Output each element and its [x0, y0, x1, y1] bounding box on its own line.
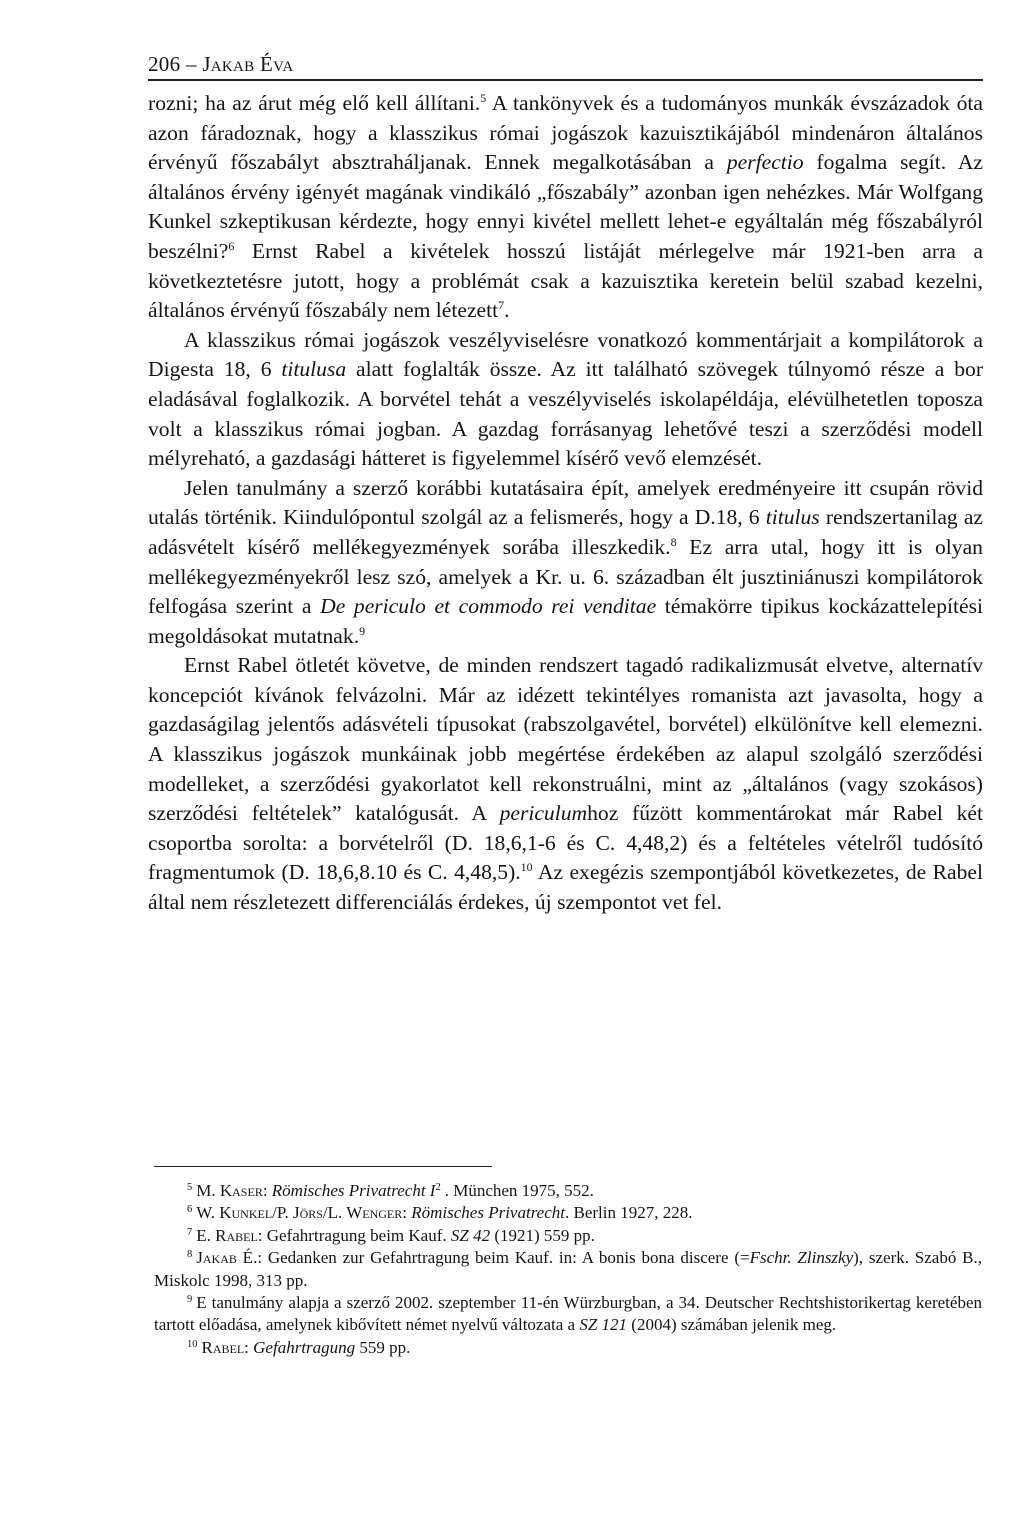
journal-name: SZ 121: [579, 1315, 628, 1335]
footnote-author: W. Kunkel/P. Jörs/L. Wenger:: [196, 1203, 407, 1223]
footnote-text: (1921) 559 pp.: [490, 1225, 595, 1245]
footnotes: [154, 1180, 982, 1359]
paragraph-4: [148, 651, 983, 917]
footnote-10: [154, 1337, 982, 1359]
footnote-number: 7: [187, 1226, 193, 1238]
footnote-title: Römisches Privatrecht I: [271, 1181, 436, 1200]
paragraph-3: [148, 474, 983, 652]
footnote-author: Rabel:: [201, 1337, 249, 1357]
text-run: alatt foglalták össze. Az itt található szövegek túlnyomó része a bor eladásával foglalkozik. A borvétel tehát a veszélyviselés iskolapéldája, elévülhetetlen toposza volt a klasszikus római jogban. A gazdag forrásanyag lehetővé teszi a szerződési modell mélyreható, a gazdasági hátteret is figyelemmel kísérő vevő elemzését.: [148, 357, 984, 471]
footnote-ref-10: 10: [520, 860, 533, 875]
footnote-number: 10: [187, 1338, 198, 1350]
edition-sup: 2: [435, 1182, 441, 1193]
footnote-ref-9: 9: [359, 623, 366, 638]
text-run: fogalma segít. Az általános érvény igényét magának vindikáló „főszabály” azonban igen nehézkes. Már Wolfgang Kunkel szkeptikusan kérdezte, hogy ennyi kivétel mellett lehet-e egyáltalán még főszabályról beszélni?: [148, 150, 983, 263]
footnote-number: 6: [187, 1204, 193, 1216]
text-run: Ernst Rabel a kivételek hosszú listáját mérlegelve már 1921-ben arra a következtetésre jutott, hogy a problémát csak a kazuisztika keretein belül szabad kezelni, általános érvényű főszabály nem létezett: [148, 238, 983, 323]
term-titulus: titulus: [765, 505, 820, 530]
text-run: rendszertanilag az adásvételt kísérő mellékegyezmények sorába illeszkedik.: [148, 505, 984, 559]
text-run: rozni; ha az árut még elő kell állítani.: [148, 91, 481, 115]
running-header: [148, 50, 983, 81]
footnote-text: E tanulmány alapja a szerző 2002. szeptember 11-én Würzburgban, a 34. Deutscher Rechtshistorikertag keretében tartott előadása, amelynek kibővített német nyelvű változata a: [154, 1293, 982, 1335]
text-run: .: [504, 298, 510, 323]
body-text: [148, 89, 983, 918]
page: [148, 50, 983, 918]
paragraph-1: [148, 89, 983, 326]
footnote-text: ), szerk. Szabó B., Miskolc 1998, 313 pp.: [154, 1248, 982, 1290]
text-run: Az exegézis szempontjából következetes, de Rabel által nem részletezett differenciálás érdekes, új szempontot vet fel.: [148, 860, 983, 915]
text-run: Ez arra utal, hogy itt is olyan mellékegyezményekről lesz szó, amelyek a Kr. u. 6. században élt jusztiniánuszi kompilátorok felfogása szerint a: [148, 534, 983, 619]
footnote-text: 559 pp.: [355, 1337, 411, 1357]
text-run: A klasszikus római jogászok veszélyviselésre vonatkozó kommentárjait a kompilátorok a Digesta 18, 6: [148, 327, 983, 382]
footnote-author: E. Rabel:: [196, 1225, 263, 1245]
text-run: Ernst Rabel ötletét követve, de minden rendszert tagadó radikalizmusát elvetve, alternatív koncepciót kívánok felvázolni. Már az idézett tekintélyes romanista azt javasolta, hogy a gazdaságilag jelentős adásvételi típusokat (rabszolgavétel, borvétel) elkülönítve kell elemezni. A klasszikus jogászok munkáinak jobb megértése érdekében az alapul szolgáló szerződési modelleket, a szerződési gyakorlatot kell rekonstruálni, mint az „általános (vagy szokásos) szerződési feltételek” katalógusát. A: [148, 653, 983, 826]
text-run: témakörre tipikus kockázattelepítési megoldásokat mutatnak.: [148, 594, 983, 648]
term-periculum: periculum: [499, 801, 588, 826]
paragraph-2: [148, 326, 983, 474]
footnote-author: M. Kaser:: [196, 1181, 268, 1200]
footnote-number: 8: [187, 1249, 193, 1261]
footnote-ref-5: 5: [480, 91, 487, 105]
text-run: A tankönyvek és a tudományos munkák évszázadok óta azon fáradoznak, hogy a klasszikus római jogászok kazuisztikájából mindenáron általános érvényű főszabályt absztraháljanak. Ennek megalkotásában a: [148, 91, 984, 175]
footnote-number: 5: [187, 1182, 193, 1193]
term-latin-title: De periculo et commodo rei venditae: [320, 594, 657, 619]
page-number: 206: [148, 52, 181, 76]
footnote-text: (2004) számában jelenik meg.: [627, 1315, 837, 1335]
footnote-5: [154, 1180, 982, 1202]
festschrift-name: Fschr. Zlinszky: [749, 1248, 854, 1268]
footnote-6: [154, 1202, 982, 1224]
footnote-text: . Berlin 1927, 228.: [565, 1203, 693, 1223]
footnote-author: Jakab É.:: [196, 1248, 263, 1268]
footnote-title: Römisches Privatrecht: [411, 1203, 565, 1223]
header-separator: –: [180, 52, 203, 76]
footnote-divider: [154, 1166, 492, 1167]
footnote-text: . München 1975, 552.: [444, 1181, 594, 1200]
footnote-number: 9: [187, 1294, 193, 1306]
footnote-text: Gedanken zur Gefahrtragung beim Kauf. in: A bonis bona discere (=: [262, 1248, 750, 1268]
text-run: hoz fűzött kommentárokat már Rabel két csoportba sorolta: a borvételről (D. 18,6,1-6 és C. 4,48,2) és a feltételes vételről tudósító fragmentumok (D. 18,6,8.10 és C. 4,48,5).: [148, 801, 983, 885]
footnote-title: Gefahrtragung: [253, 1337, 356, 1357]
text-run: Jelen tanulmány a szerző korábbi kutatásaira épít, amelyek eredményeire itt csupán rövid utalás történik. Kiindulópontul szolgál az a felismerés, hogy a D.18, 6: [148, 475, 983, 530]
footnote-text: Gefahrtragung beim Kauf.: [262, 1225, 451, 1245]
journal-name: SZ 42: [450, 1225, 491, 1245]
footnote-7: [154, 1225, 982, 1247]
footnote-ref-6: 6: [228, 238, 235, 253]
footnote-8: [154, 1247, 982, 1292]
running-author: Jakab Éva: [202, 52, 294, 76]
footnote-ref-8: 8: [670, 534, 677, 549]
footnote-9: [154, 1292, 982, 1337]
term-titulusa: titulusa: [281, 357, 347, 382]
footnote-ref-7: 7: [498, 298, 505, 313]
term-perfectio: perfectio: [726, 150, 804, 175]
